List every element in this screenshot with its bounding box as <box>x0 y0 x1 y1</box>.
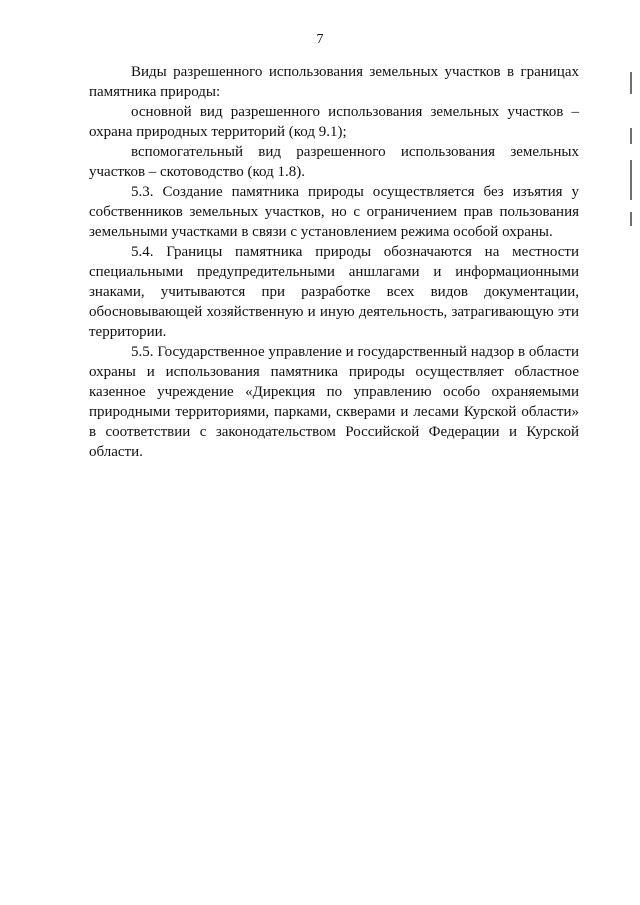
paragraph-main-use: основной вид разрешенного использования земельных участков – охрана природных территорий (код 9.1); <box>89 104 579 140</box>
paragraph-5-5: 5.5. Государственное управление и государственный надзор в области охраны и использования памятника природы осуществляет областное казенное учреждение «Дирекция по управлению особо охраняемыми природными территориями, парками, скверами и лесами Курской области» в соответствии с законодательством Российской Федерации и Курской области. <box>89 344 579 460</box>
document-body <box>89 62 579 462</box>
scan-margin-mark <box>630 212 632 226</box>
paragraph-auxiliary-use: вспомогательный вид разрешенного использования земельных участков – скотоводство (код 1.8). <box>89 144 579 180</box>
scan-margin-mark <box>630 72 632 94</box>
scan-margin-mark <box>630 128 632 144</box>
page-number: 7 <box>316 32 324 47</box>
scan-margin-mark <box>630 160 632 200</box>
paragraph-5-3: 5.3. Создание памятника природы осуществляется без изъятия у собственников земельных участков, но с ограничением прав пользования земельными участками в связи с установлением режима особой охраны. <box>89 184 579 240</box>
paragraph-land-use-types: Виды разрешенного использования земельных участков в границах памятника природы: <box>89 64 579 100</box>
paragraph-5-4: 5.4. Границы памятника природы обозначаются на местности специальными предупредительными аншлагами и информационными знаками, учитываются при разработке всех видов документации, обосновывающей хозяйственную и иную деятельность, затрагивающую эти территории. <box>89 244 579 340</box>
